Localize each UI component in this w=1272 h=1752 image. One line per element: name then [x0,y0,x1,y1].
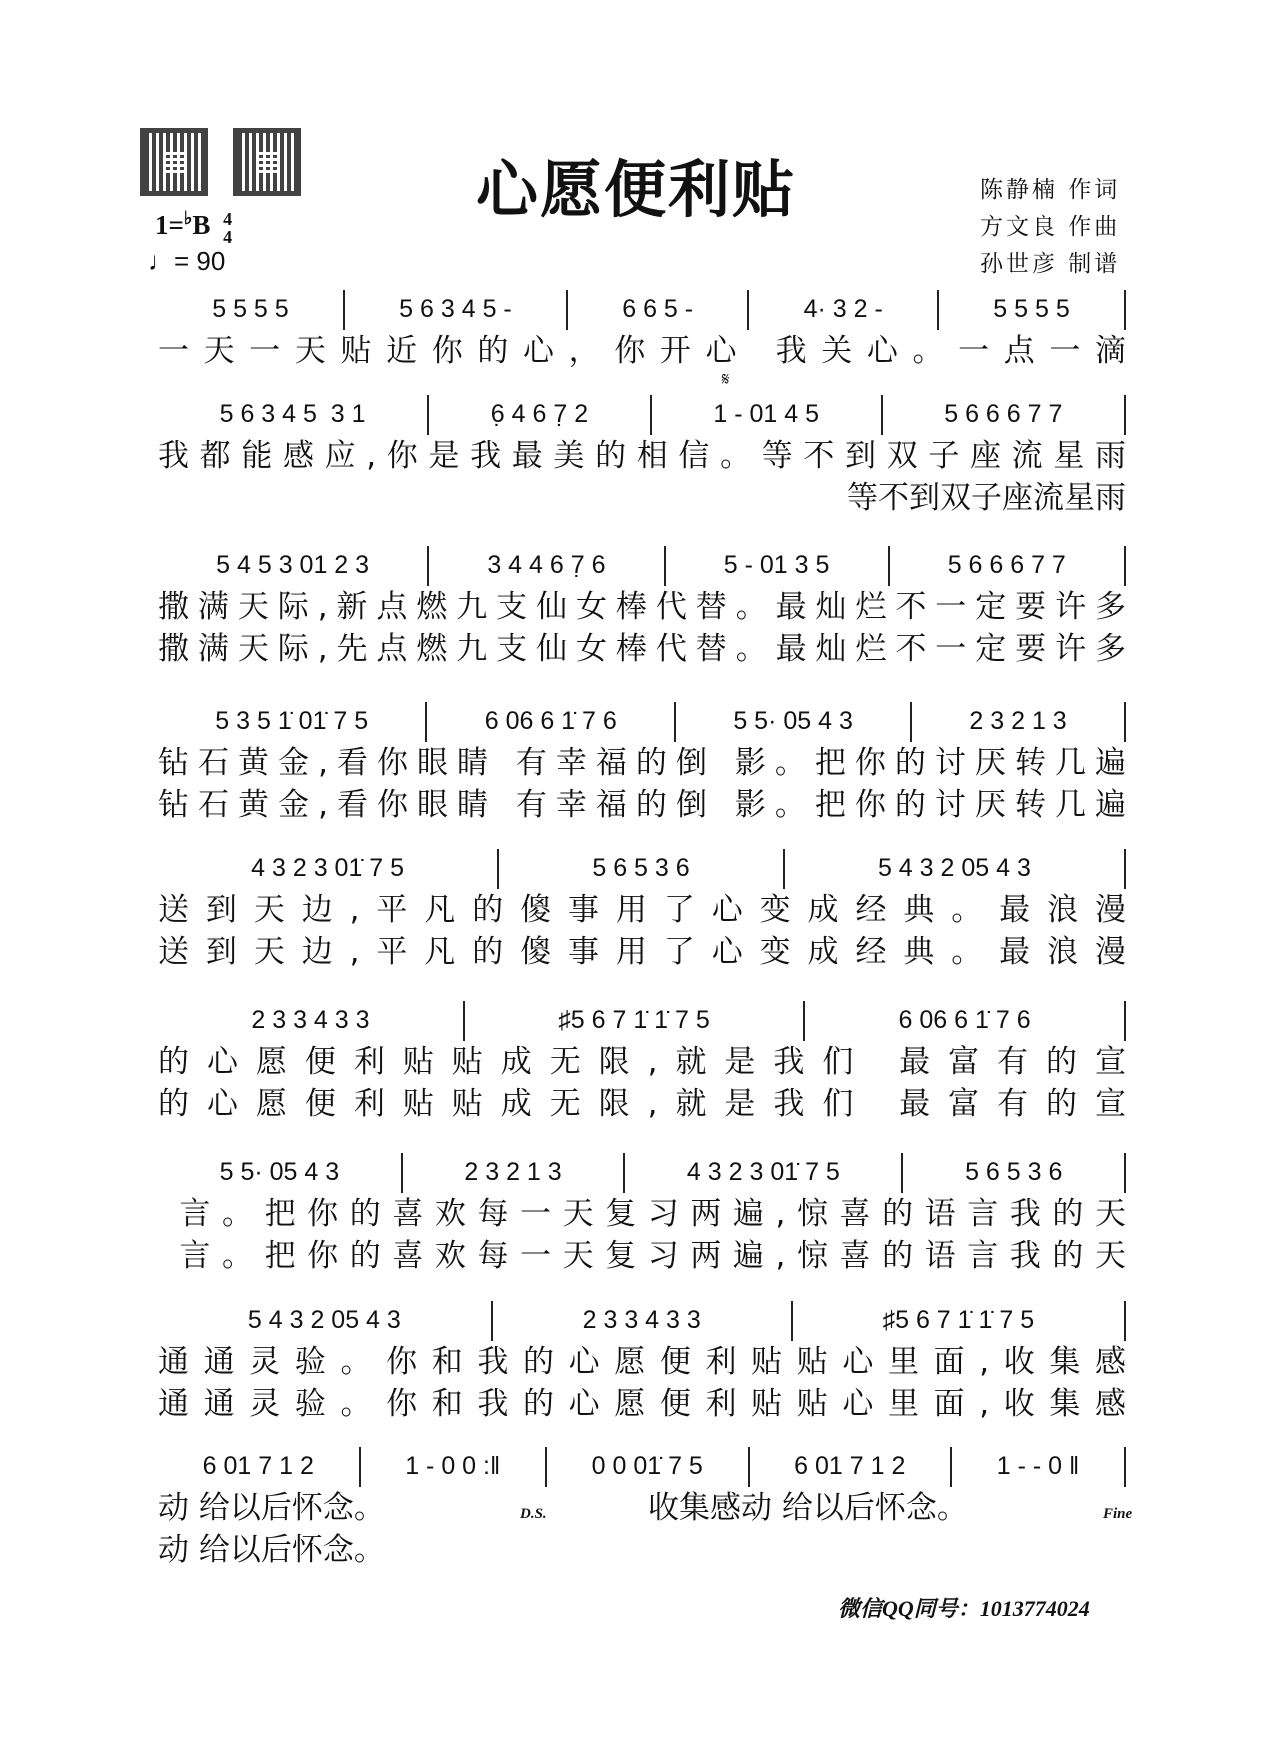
notes-line [158,546,1126,586]
score-row [158,290,1126,372]
measure-notes: 2 3 2 1 3 [464,1157,562,1186]
measure-notes: 5 6 5 3 6 [965,1157,1063,1186]
fine-marking: Fine [1103,1506,1133,1522]
measure [625,1153,903,1193]
lyric-line: 动 给以后怀念。 [158,1532,385,1568]
score-row [158,546,1126,670]
key-signature [155,208,232,246]
measure-notes: 5 4 3 2 05 4 3 [247,1305,401,1334]
measure-notes: 2 3 3 4 3 3 [582,1305,701,1334]
lyric-line: 通通灵验。你和我的心愿便利贴贴心里面,收集感 [158,1344,1126,1380]
measure-notes: 2 3 3 4 3 3 [251,1005,370,1034]
arranger: 孙世彦 制谱 [980,251,1121,277]
lyric-line: 的心愿便利贴贴成无限,就是我们 最富有的宣 [158,1086,1126,1122]
measure-notes: 5 6 3 4 5 3 1 [219,399,366,428]
measure [676,702,912,742]
score-row [158,1001,1126,1125]
lyric-line: 通通灵验。你和我的心愿便利贴贴心里面,收集感 [158,1386,1126,1422]
lyric-line: 言。把你的喜欢每一天复习两遍,惊喜的语言我的天 [158,1196,1126,1232]
measure [345,290,568,330]
measure [750,1447,953,1487]
lyric-line: 一天一天贴近你的心，你开心 我关心。一点一滴 [158,333,1126,369]
tempo-marking [148,246,225,277]
notes-line [158,1001,1126,1041]
lyric-line: 我都能感应,你是我最美的相信。等不到双子座流星雨 [158,438,1126,474]
measure-notes: 5 5· 05 4 3 [219,1157,340,1186]
notes-line [158,1301,1126,1341]
credits [980,172,1120,283]
quarter-note-icon: ♩ [148,246,174,276]
measure [158,1447,361,1487]
measure [158,395,429,435]
measure [499,849,785,889]
score-row [158,1301,1126,1425]
ds-marking: D.S. [520,1506,547,1522]
measure-notes: 5 6 6 6 7 7 [944,399,1063,428]
measure [805,1001,1126,1041]
measure-notes: 5 5· 05 4 3 [733,706,853,735]
score-row [158,1153,1126,1277]
score-row [158,369,1126,519]
measure [429,546,665,586]
measure [158,1153,403,1193]
measure [785,849,1126,889]
measure [493,1301,793,1341]
measure-notes: 5 4 3 2 05 4 3 [877,853,1031,882]
measure [465,1001,805,1041]
notes-line [158,369,1126,435]
segno-icon: 𝄋 [721,369,730,389]
measure-notes: 6 6 5 - [622,294,694,323]
measure-notes: 0 0 01̇ 7 5 [591,1451,703,1480]
measure [939,290,1126,330]
notes-line [158,1153,1126,1193]
key-prefix: 1= [155,210,184,240]
measure [403,1153,626,1193]
lyric-line: 撒满天际,先点燃九支仙女棒代替。最灿烂不一定要许多 [158,631,1126,667]
measure [158,290,345,330]
measure-notes: 5 4 5 3 01 2 3 [216,550,370,579]
measure [666,546,890,586]
lyric-line: 言。把你的喜欢每一天复习两遍,惊喜的语言我的天 [158,1238,1126,1274]
measure-notes: 5 3 5 1̇ 01̇ 7 5 [215,706,369,735]
measure-notes: ♯5 6 7 1̇ 1̇ 7 5 [558,1005,710,1034]
measure [652,369,883,435]
measure [903,1153,1126,1193]
notes-line [158,1447,1126,1487]
lyric-part-2: 收集感动 给以后怀念。 [648,1490,968,1526]
lyric-line: 等不到双子座流星雨 [847,480,1126,516]
measure [890,546,1126,586]
song-title: 心愿便利贴 [475,153,796,226]
measure-notes: 5 6 3 4 5 - [399,294,512,323]
lyric-line: 钻石黄金,看你眼睛 有幸福的倒 影。把你的讨厌转几遍 [158,745,1126,781]
measure [793,1301,1126,1341]
lyric-line: 钻石黄金,看你眼睛 有幸福的倒 影。把你的讨厌转几遍 [158,787,1126,823]
score-row [158,702,1126,826]
measure-notes: 6 01 7 1 2 [794,1451,906,1480]
lyric-part-1: 动 给以后怀念。 [158,1490,385,1526]
score-row [158,1447,1133,1571]
measure [912,702,1126,742]
score-row [158,849,1126,973]
measure-notes: 1 - 01 4 5 [713,399,819,428]
notes-line [158,702,1126,742]
measure [547,1447,750,1487]
measure-notes: 2 3 2 1 3 [969,706,1067,735]
measure [749,290,939,330]
notes-line [158,849,1126,889]
measure-notes: 3 4 4 6 7̣ 6 [487,550,606,579]
measure-notes: 4 3 2 3 01̇ 7 5 [251,853,405,882]
measure [361,1447,547,1487]
lyric-line: 的心愿便利贴贴成无限,就是我们 最富有的宣 [158,1044,1126,1080]
measure [158,546,429,586]
time-top: 4 [223,208,233,229]
contact-footer: 微信QQ同号：1013774024 [838,1596,1090,1621]
measure-notes: 6 06 6 1̇ 7 6 [898,1005,1031,1034]
lyric-line: 送到天边,平凡的傻事用了心变成经典。最浪漫 [158,934,1126,970]
measure [158,1001,465,1041]
lyric-line: 撒满天际,新点燃九支仙女棒代替。最灿烂不一定要许多 [158,589,1126,625]
measure-notes: 5 - 01 3 5 [723,550,830,579]
lyric-line: 送到天边,平凡的傻事用了心变成经典。最浪漫 [158,892,1126,928]
measure [158,702,427,742]
flat-sign: ♭ [183,208,193,228]
time-signature [223,210,232,246]
composer: 方文良 作曲 [980,214,1121,240]
measure-notes: 6 06 6 1̇ 7 6 [484,706,617,735]
measure-notes: 1 - 0 0 :‖ [405,1451,501,1480]
measure [158,849,499,889]
measure-notes: 4 3 2 3 01̇ 7 5 [686,1157,840,1186]
key-note: B [192,210,211,240]
measure [429,395,652,435]
measure-notes: ♯5 6 7 1̇ 1̇ 7 5 [882,1305,1035,1334]
measure [568,290,749,330]
measure-notes: 6̣ 4 6 7̣ 2 [490,399,589,428]
lyricist: 陈静楠 作词 [980,177,1121,203]
measure [158,1301,493,1341]
time-bottom: 4 [223,226,233,247]
lyric-line [158,1487,1133,1529]
measure-notes: 5 6 6 6 7 7 [947,550,1066,579]
tempo-value: = 90 [174,246,226,276]
measure-notes: 5 5 5 5 [212,294,289,323]
measure-notes: 1 - - 0 ‖ [996,1451,1080,1480]
notes-line [158,290,1126,330]
measure-notes: 5 6 5 3 6 [592,853,690,882]
measure [427,702,676,742]
measure-notes: 4· 3 2 - [803,294,883,323]
measure [883,395,1126,435]
measure-notes: 5 5 5 5 [993,294,1070,323]
measure-notes: 6 01 7 1 2 [202,1451,314,1480]
measure [952,1447,1126,1487]
